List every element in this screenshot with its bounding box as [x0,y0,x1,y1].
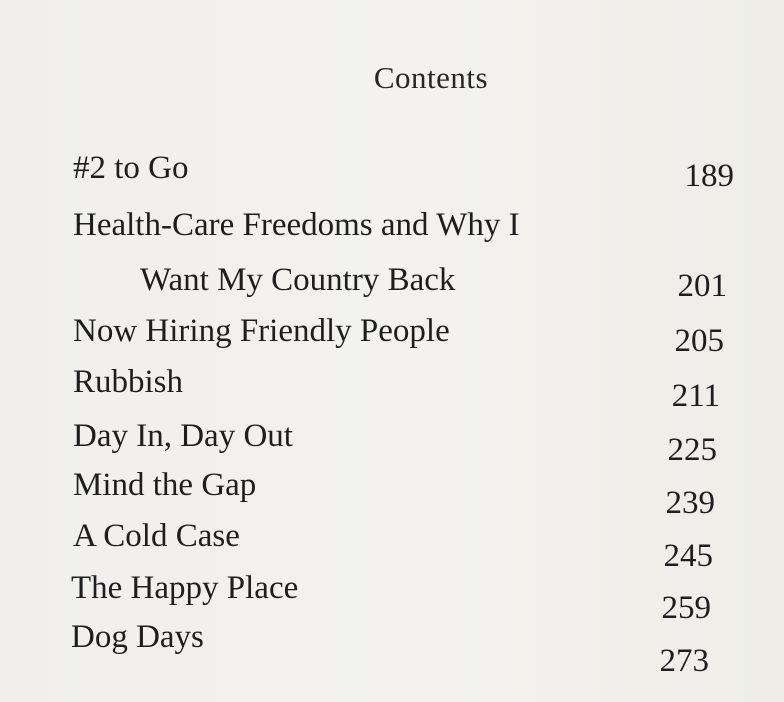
list-item-title: #2 to Go [73,150,189,186]
list-item-title: Now Hiring Friendly People [73,313,450,349]
list-item-page: 201 [677,268,727,304]
list-item-title: Mind the Gap [73,467,257,503]
list-item-title: Dog Days [71,619,204,655]
list-item-title: Rubbish [73,364,184,400]
contents-heading: Contents [373,60,489,95]
list-item-page: 273 [659,643,709,679]
list-item-page: 225 [667,432,717,468]
list-item-title: Want My Country Back [140,262,456,298]
list-item-page: 259 [661,590,711,626]
list-item-title: A Cold Case [73,518,240,554]
list-item-title: Health-Care Freedoms and Why I [73,207,520,243]
list-item-title: The Happy Place [71,570,299,606]
list-item-page: 239 [665,485,715,521]
list-item-page: 189 [684,158,734,194]
list-item-title: Day In, Day Out [73,418,293,454]
list-item-page: 211 [671,378,720,414]
list-item-page: 245 [663,538,713,574]
list-item-page: 205 [674,323,724,359]
